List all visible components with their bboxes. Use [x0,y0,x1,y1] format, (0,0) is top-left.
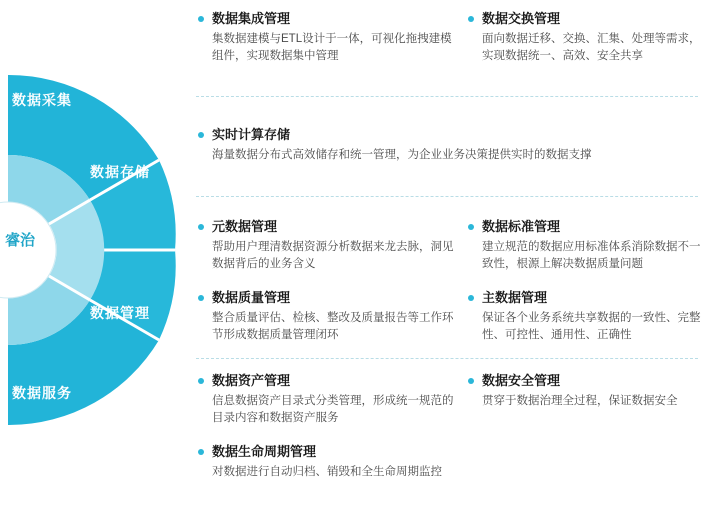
bullet-icon [468,224,474,230]
section-2-col-left [196,126,706,174]
ring-label-service: 数据服务 [12,385,72,401]
bullet-icon [198,16,204,22]
list-item[interactable] [466,218,711,273]
divider-3 [196,358,698,359]
section-3-col-left [196,218,454,354]
radial-diagram [0,0,200,505]
divider-2 [196,196,698,197]
item-desc: 面向数据迁移、交换、汇集、处理等需求，实现数据统一、高效、安全共享 [482,33,701,62]
ring-label-collect: 数据采集 [12,92,72,108]
bullet-icon [198,378,204,384]
list-item[interactable] [466,10,711,65]
item-desc: 信息数据资产目录式分类管理，形成统一规范的目录内容和数据资产服务 [212,395,454,424]
content-panel [188,0,718,505]
bullet-icon [468,378,474,384]
list-item[interactable] [466,289,711,344]
bullet-icon [198,132,204,138]
item-desc: 建立规范的数据应用标准体系消除数据不一致性，根源上解决数据质量问题 [482,241,701,270]
bullet-icon [198,224,204,230]
item-title: 实时计算存储 [212,127,291,142]
item-title: 主数据管理 [482,290,548,305]
item-title: 数据质量管理 [212,290,291,305]
list-item[interactable] [196,289,454,344]
ring-label-store: 数据存储 [90,164,150,180]
item-title: 数据生命周期管理 [212,444,317,459]
list-item[interactable] [196,10,454,65]
item-title: 数据集成管理 [212,11,291,26]
bullet-icon [468,16,474,22]
item-title: 数据标准管理 [482,219,561,234]
list-item[interactable] [196,126,706,164]
item-title: 元数据管理 [212,219,278,234]
item-desc: 海量数据分布式高效储存和统一管理，为企业业务决策提供实时的数据支撑 [212,149,592,161]
item-desc: 整合质量评估、检核、整改及质量报告等工作环节形成数据质量管理闭环 [212,312,454,341]
item-title: 数据资产管理 [212,373,291,388]
section-3-col-right [466,218,711,354]
item-desc: 贯穿于数据治理全过程，保证数据安全 [482,395,678,407]
list-item[interactable] [196,372,454,427]
bullet-icon [198,295,204,301]
item-desc: 对数据进行自动归档、销毁和全生命周期监控 [212,466,442,478]
item-title: 数据安全管理 [482,373,561,388]
section-4-col-right [466,372,711,420]
list-item[interactable] [196,443,454,481]
list-item[interactable] [466,372,711,410]
section-4-col-left [196,372,454,491]
core-label-text: 睿治 [4,232,35,249]
item-desc: 帮助用户理清数据资源分析数据来龙去脉，洞见数据背后的业务含义 [212,241,454,270]
section-1-col-left [196,10,454,75]
divider-1 [196,96,698,97]
list-item[interactable] [196,218,454,273]
ring-label-manage: 数据管理 [90,305,150,321]
bullet-icon [198,449,204,455]
section-1-col-right [466,10,711,75]
item-desc: 集数据建模与ETL设计于一体，可视化拖拽建模组件，实现数据集中管理 [212,33,452,62]
item-desc: 保证各个业务系统共享数据的一致性、完整性、可控性、通用性、正确性 [482,312,701,341]
item-title: 数据交换管理 [482,11,561,26]
radial-diagram-svg [0,0,200,505]
core-label [0,232,40,250]
bullet-icon [468,295,474,301]
